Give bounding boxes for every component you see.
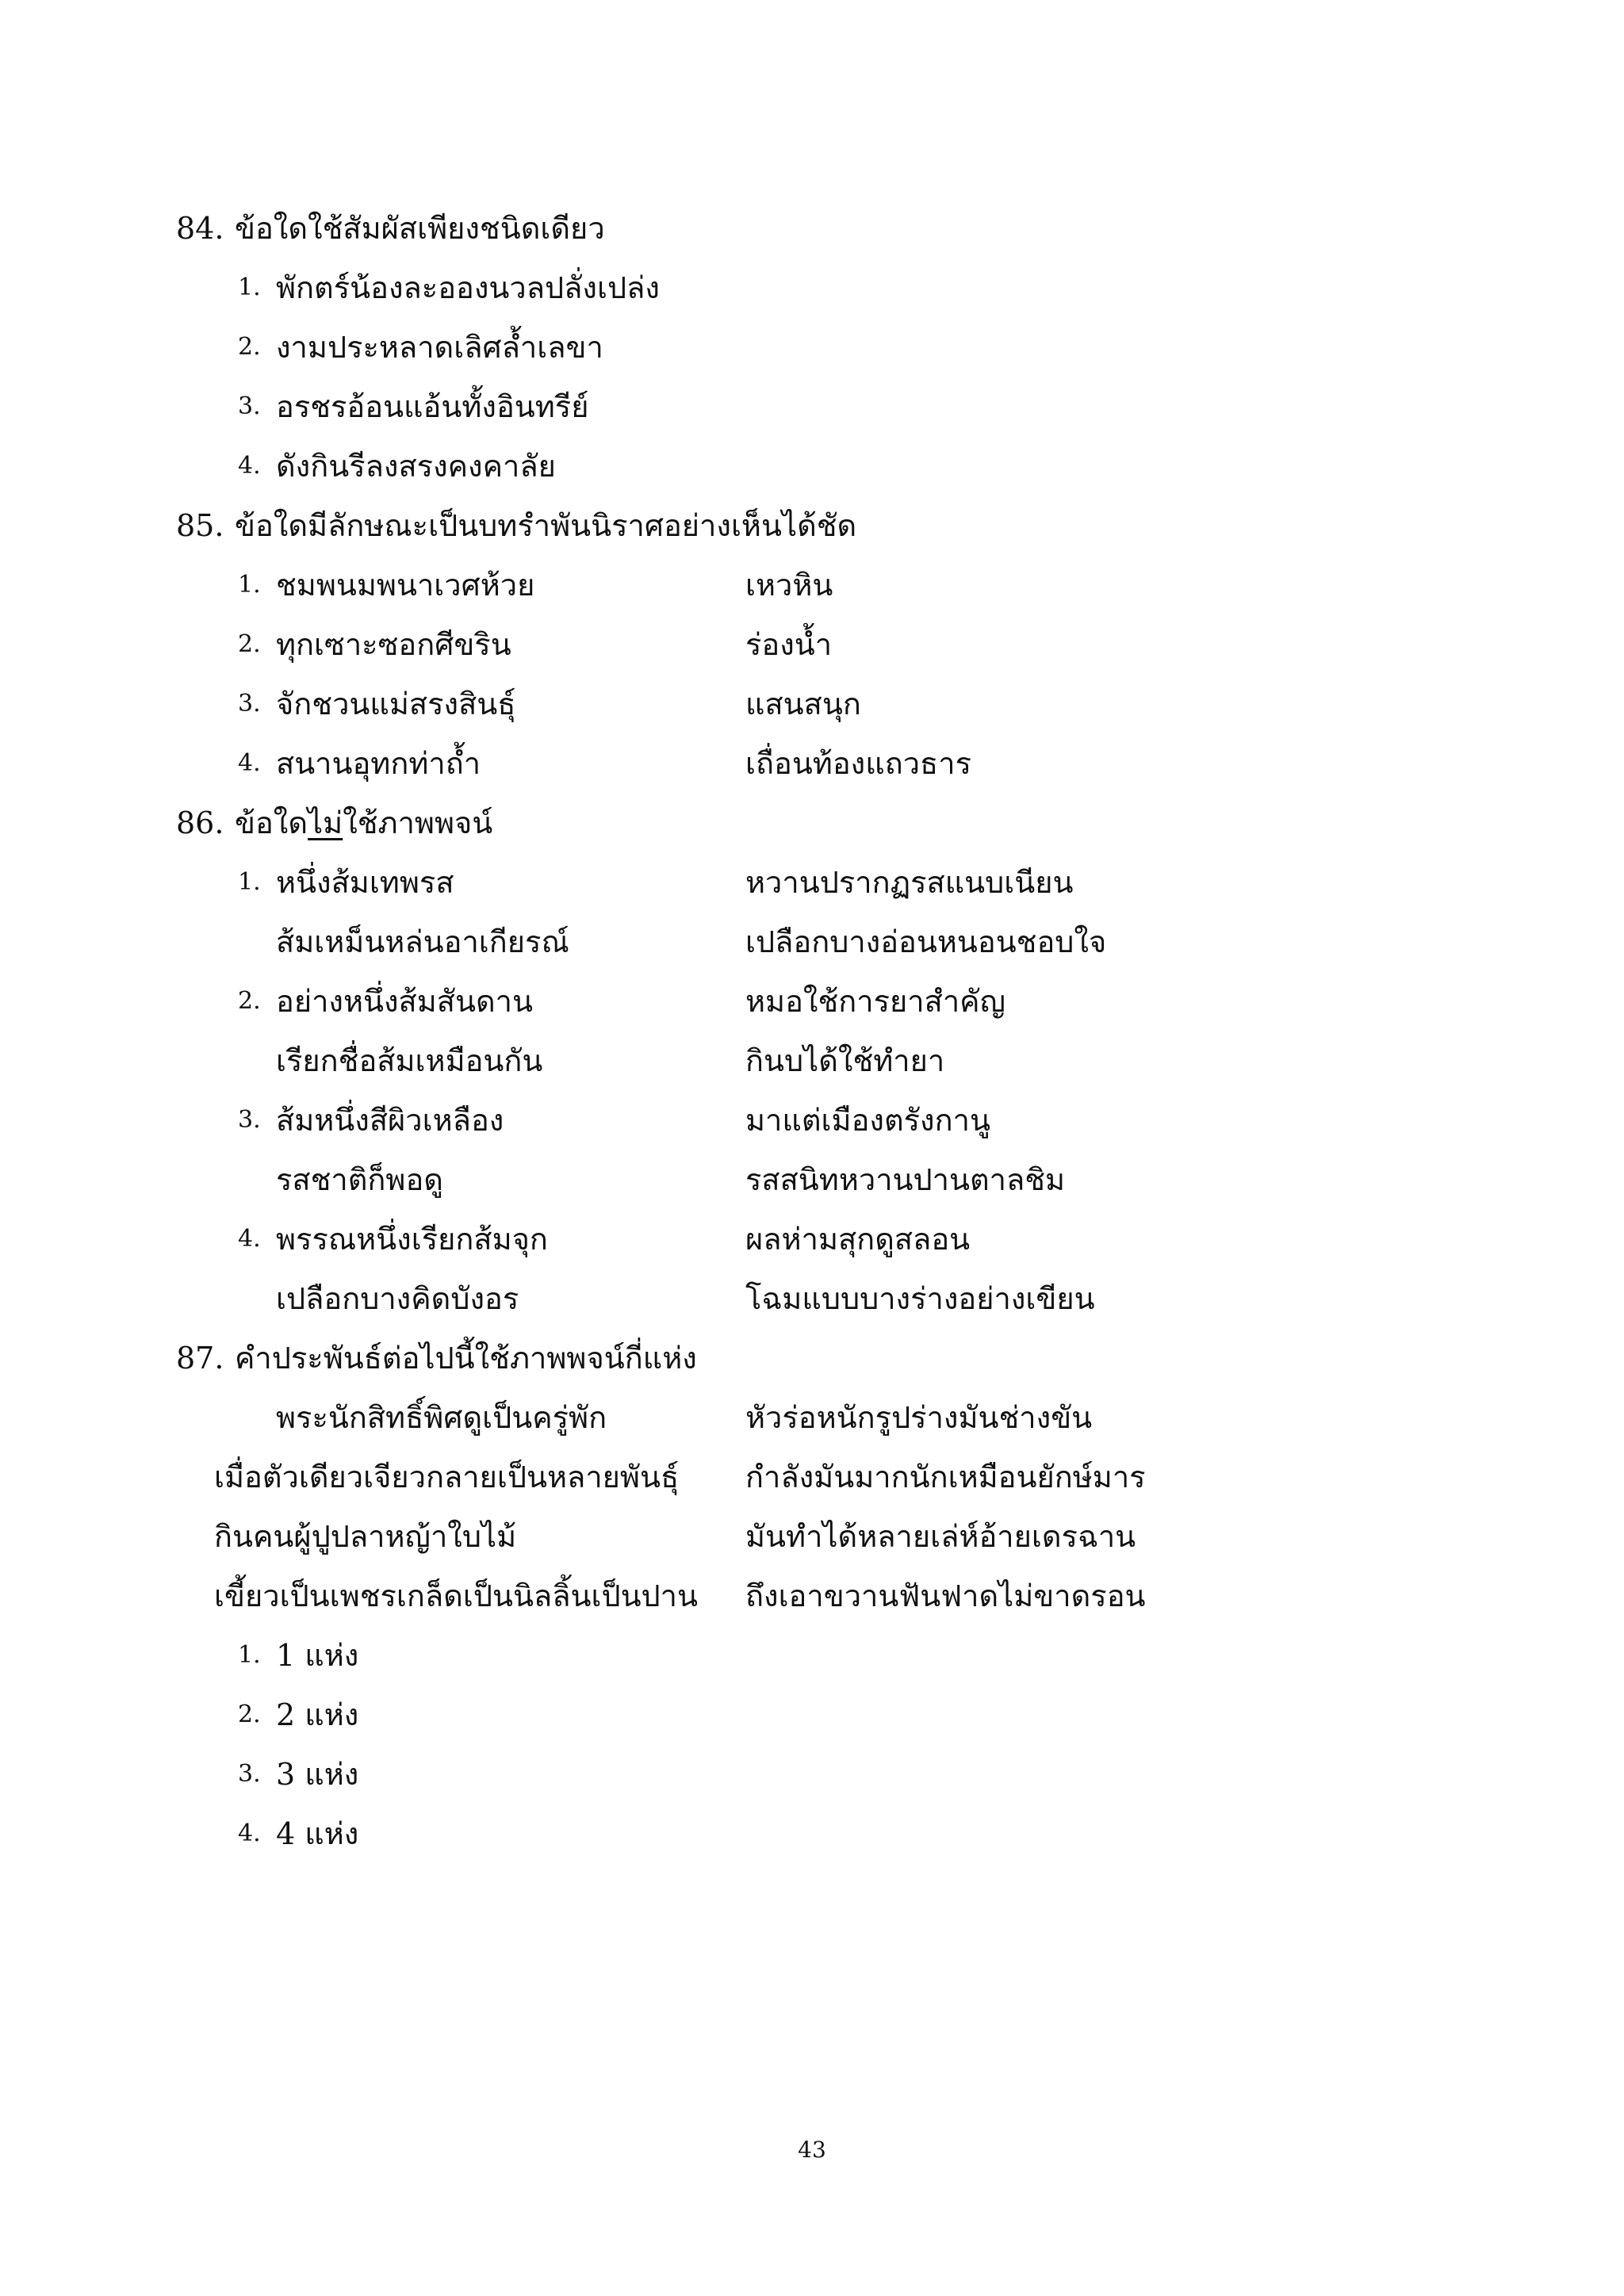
option-line1-right: หวานปรากฏรสแนบเนียน bbox=[745, 865, 1074, 900]
option-text-right: เถื่อนท้องแถวธาร bbox=[745, 746, 971, 781]
option-line2-left: รสชาติก็พอดู bbox=[276, 1162, 443, 1197]
option-text: จักชวนแม่สรงสินธุ์ bbox=[276, 687, 516, 721]
option-text: งามประหลาดเลิศล้ำเลขา bbox=[276, 330, 603, 365]
option-line2-right: รสสนิทหวานปานตาลชิม bbox=[745, 1162, 1066, 1197]
option-text-right: เหวหิน bbox=[745, 568, 833, 603]
option-number: 2. bbox=[238, 987, 261, 1015]
option-number: 4. bbox=[238, 749, 261, 777]
option-text-right: แสนสนุก bbox=[745, 687, 861, 721]
poem-left: เมื่อตัวเดียวเจียวกลายเป็นหลายพันธุ์ bbox=[214, 1460, 680, 1494]
poem-right: ถึงเอาขวานฟันฟาดไม่ขาดรอน bbox=[745, 1578, 1146, 1613]
option-number: 4. bbox=[238, 452, 261, 480]
option-number: 3. bbox=[238, 690, 261, 718]
poem-left: พระนักสิทธิ์พิศดูเป็นครู่พัก bbox=[276, 1400, 607, 1435]
option-text: ชมพนมพนาเวศห้วย bbox=[276, 568, 535, 603]
question-text: คำประพันธ์ต่อไปนี้ใช้ภาพพจน์กี่แห่ง bbox=[235, 1341, 697, 1376]
option-line2-left: เปลือกบางคิดบังอร bbox=[276, 1281, 519, 1316]
option-text: ทุกเซาะซอกศีขริน bbox=[276, 627, 511, 662]
option-text-right: ร่องน้ำ bbox=[745, 627, 833, 662]
option-number: 4. bbox=[238, 1225, 261, 1253]
option-number: 3. bbox=[238, 1106, 261, 1134]
option-number: 1. bbox=[238, 1641, 261, 1669]
poem-right: หัวร่อหนักรูปร่างมันช่างขัน bbox=[745, 1400, 1093, 1435]
option-line1-left: หนึ่งส้มเทพรส bbox=[276, 865, 454, 900]
question-number: 87. bbox=[176, 1341, 224, 1376]
question-number: 86. bbox=[176, 806, 224, 840]
option-number: 3. bbox=[238, 392, 261, 420]
option-line2-left: ส้มเหม็นหล่นอาเกียรณ์ bbox=[276, 924, 569, 959]
option-text: สนานอุทกท่าถ้ำ bbox=[276, 746, 481, 781]
option-text: 4 แห่ง bbox=[276, 1816, 359, 1851]
option-line1-right: หมอใช้การยาสำคัญ bbox=[745, 984, 1005, 1019]
option-text: 1 แห่ง bbox=[276, 1638, 359, 1673]
question-text: ข้อใดใช้สัมผัสเพียงชนิดเดียว bbox=[235, 211, 605, 246]
option-text: อรชรอ้อนแอ้นทั้งอินทรีย์ bbox=[276, 389, 589, 424]
question-text bbox=[235, 799, 492, 847]
option-line1-left: พรรณหนึ่งเรียกส้มจุก bbox=[276, 1222, 548, 1257]
poem-right: กำลังมันมากนักเหมือนยักษ์มาร bbox=[745, 1460, 1146, 1494]
option-number: 1. bbox=[238, 571, 261, 599]
option-line2-right: โฉมแบบบางร่างอย่างเขียน bbox=[745, 1281, 1095, 1316]
question-text-after: ใช้ภาพพจน์ bbox=[343, 806, 493, 840]
poem-left: เขี้ยวเป็นเพชรเกล็ดเป็นนิลลิ้นเป็นปาน bbox=[214, 1578, 698, 1613]
question-text-before: ข้อใด bbox=[235, 806, 308, 840]
question-number: 85. bbox=[176, 508, 224, 543]
option-line2-left: เรียกชื่อส้มเหมือนกัน bbox=[276, 1043, 543, 1078]
option-number: 2. bbox=[238, 1701, 261, 1728]
page-number: 43 bbox=[798, 2137, 826, 2163]
option-number: 4. bbox=[238, 1820, 261, 1847]
option-line1-left: ส้มหนึ่งสีผิวเหลือง bbox=[276, 1103, 504, 1138]
poem-right: มันทำได้หลายเล่ห์อ้ายเดรฉาน bbox=[745, 1519, 1136, 1554]
option-text: พักตร์น้องละอองนวลปลั่งเปล่ง bbox=[276, 270, 660, 305]
option-number: 2. bbox=[238, 333, 261, 361]
option-text: 3 แห่ง bbox=[276, 1757, 359, 1792]
option-line2-right: กินบได้ใช้ทำยา bbox=[745, 1043, 945, 1078]
option-text: ดังกินรีลงสรงคงคาลัย bbox=[276, 449, 556, 484]
option-line2-right: เปลือกบางอ่อนหนอนชอบใจ bbox=[745, 924, 1107, 959]
option-number: 1. bbox=[238, 274, 261, 301]
question-text: ข้อใดมีลักษณะเป็นบทรำพันนิราศอย่างเห็นได้ชัด bbox=[235, 508, 857, 543]
option-number: 1. bbox=[238, 868, 261, 896]
option-line1-right: มาแต่เมืองตรังกานู bbox=[745, 1103, 990, 1138]
option-number: 3. bbox=[238, 1760, 261, 1788]
question-text-underlined: ไม่ bbox=[308, 806, 343, 840]
option-number: 2. bbox=[238, 630, 261, 658]
option-text: 2 แห่ง bbox=[276, 1697, 359, 1732]
question-number: 84. bbox=[176, 211, 224, 246]
poem-left: กินคนผู้ปูปลาหญ้าใบไม้ bbox=[214, 1519, 517, 1554]
option-line1-left: อย่างหนึ่งส้มสันดาน bbox=[276, 984, 533, 1019]
option-line1-right: ผลห่ามสุกดูสลอน bbox=[745, 1222, 971, 1257]
